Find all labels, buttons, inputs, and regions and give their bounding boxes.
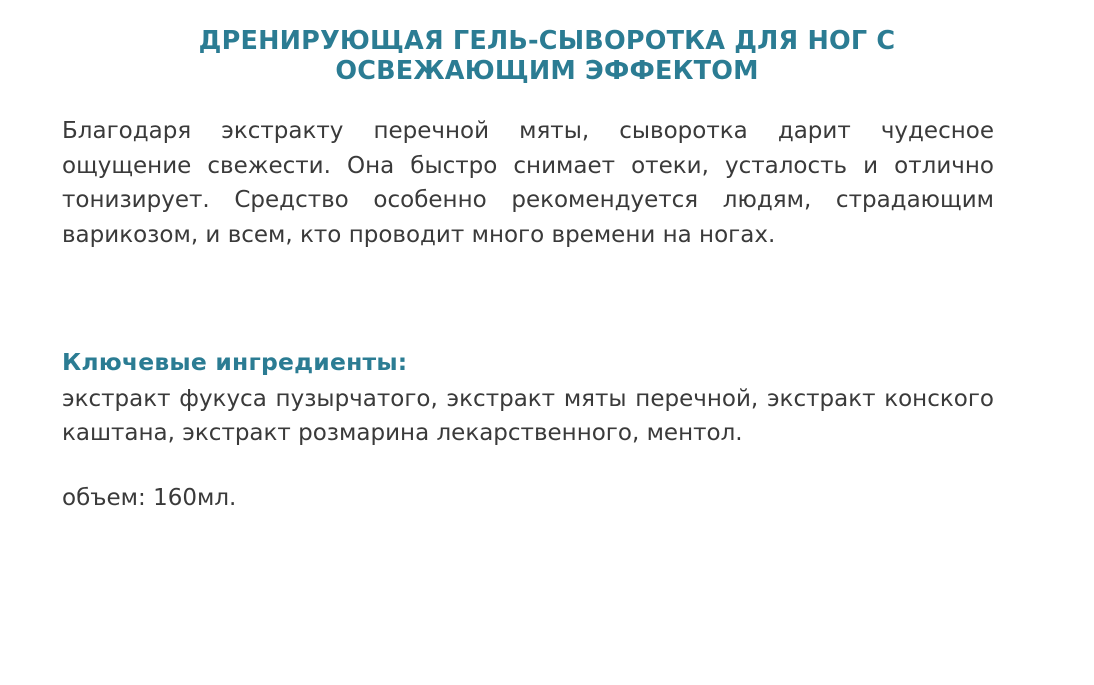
product-volume: объем: 160мл. [62, 485, 237, 512]
page-title: ДРЕНИРУЮЩАЯ ГЕЛЬ-СЫВОРОТКА ДЛЯ НОГ С ОСВЕЖАЮЩИМ ЭФФЕКТОМ [198, 26, 896, 87]
product-description [62, 114, 994, 252]
product-description-text: Благодаря экстракту перечной мяты, сыворотка дарит чудесное ощущение свежести. Она быстро снимает отеки, усталость и отлично тонизирует. Средство особенно рекомендуется людям, страдающим варикозом, и всем, кто проводит много времени на ногах. [62, 118, 994, 248]
ingredients-heading: Ключевые ингредиенты: [62, 348, 408, 377]
ingredients-list: экстракт фукуса пузырчатого, экстракт мяты перечной, экстракт конского каштана, экстракт розмарина лекарственного, ментол. [62, 386, 994, 447]
